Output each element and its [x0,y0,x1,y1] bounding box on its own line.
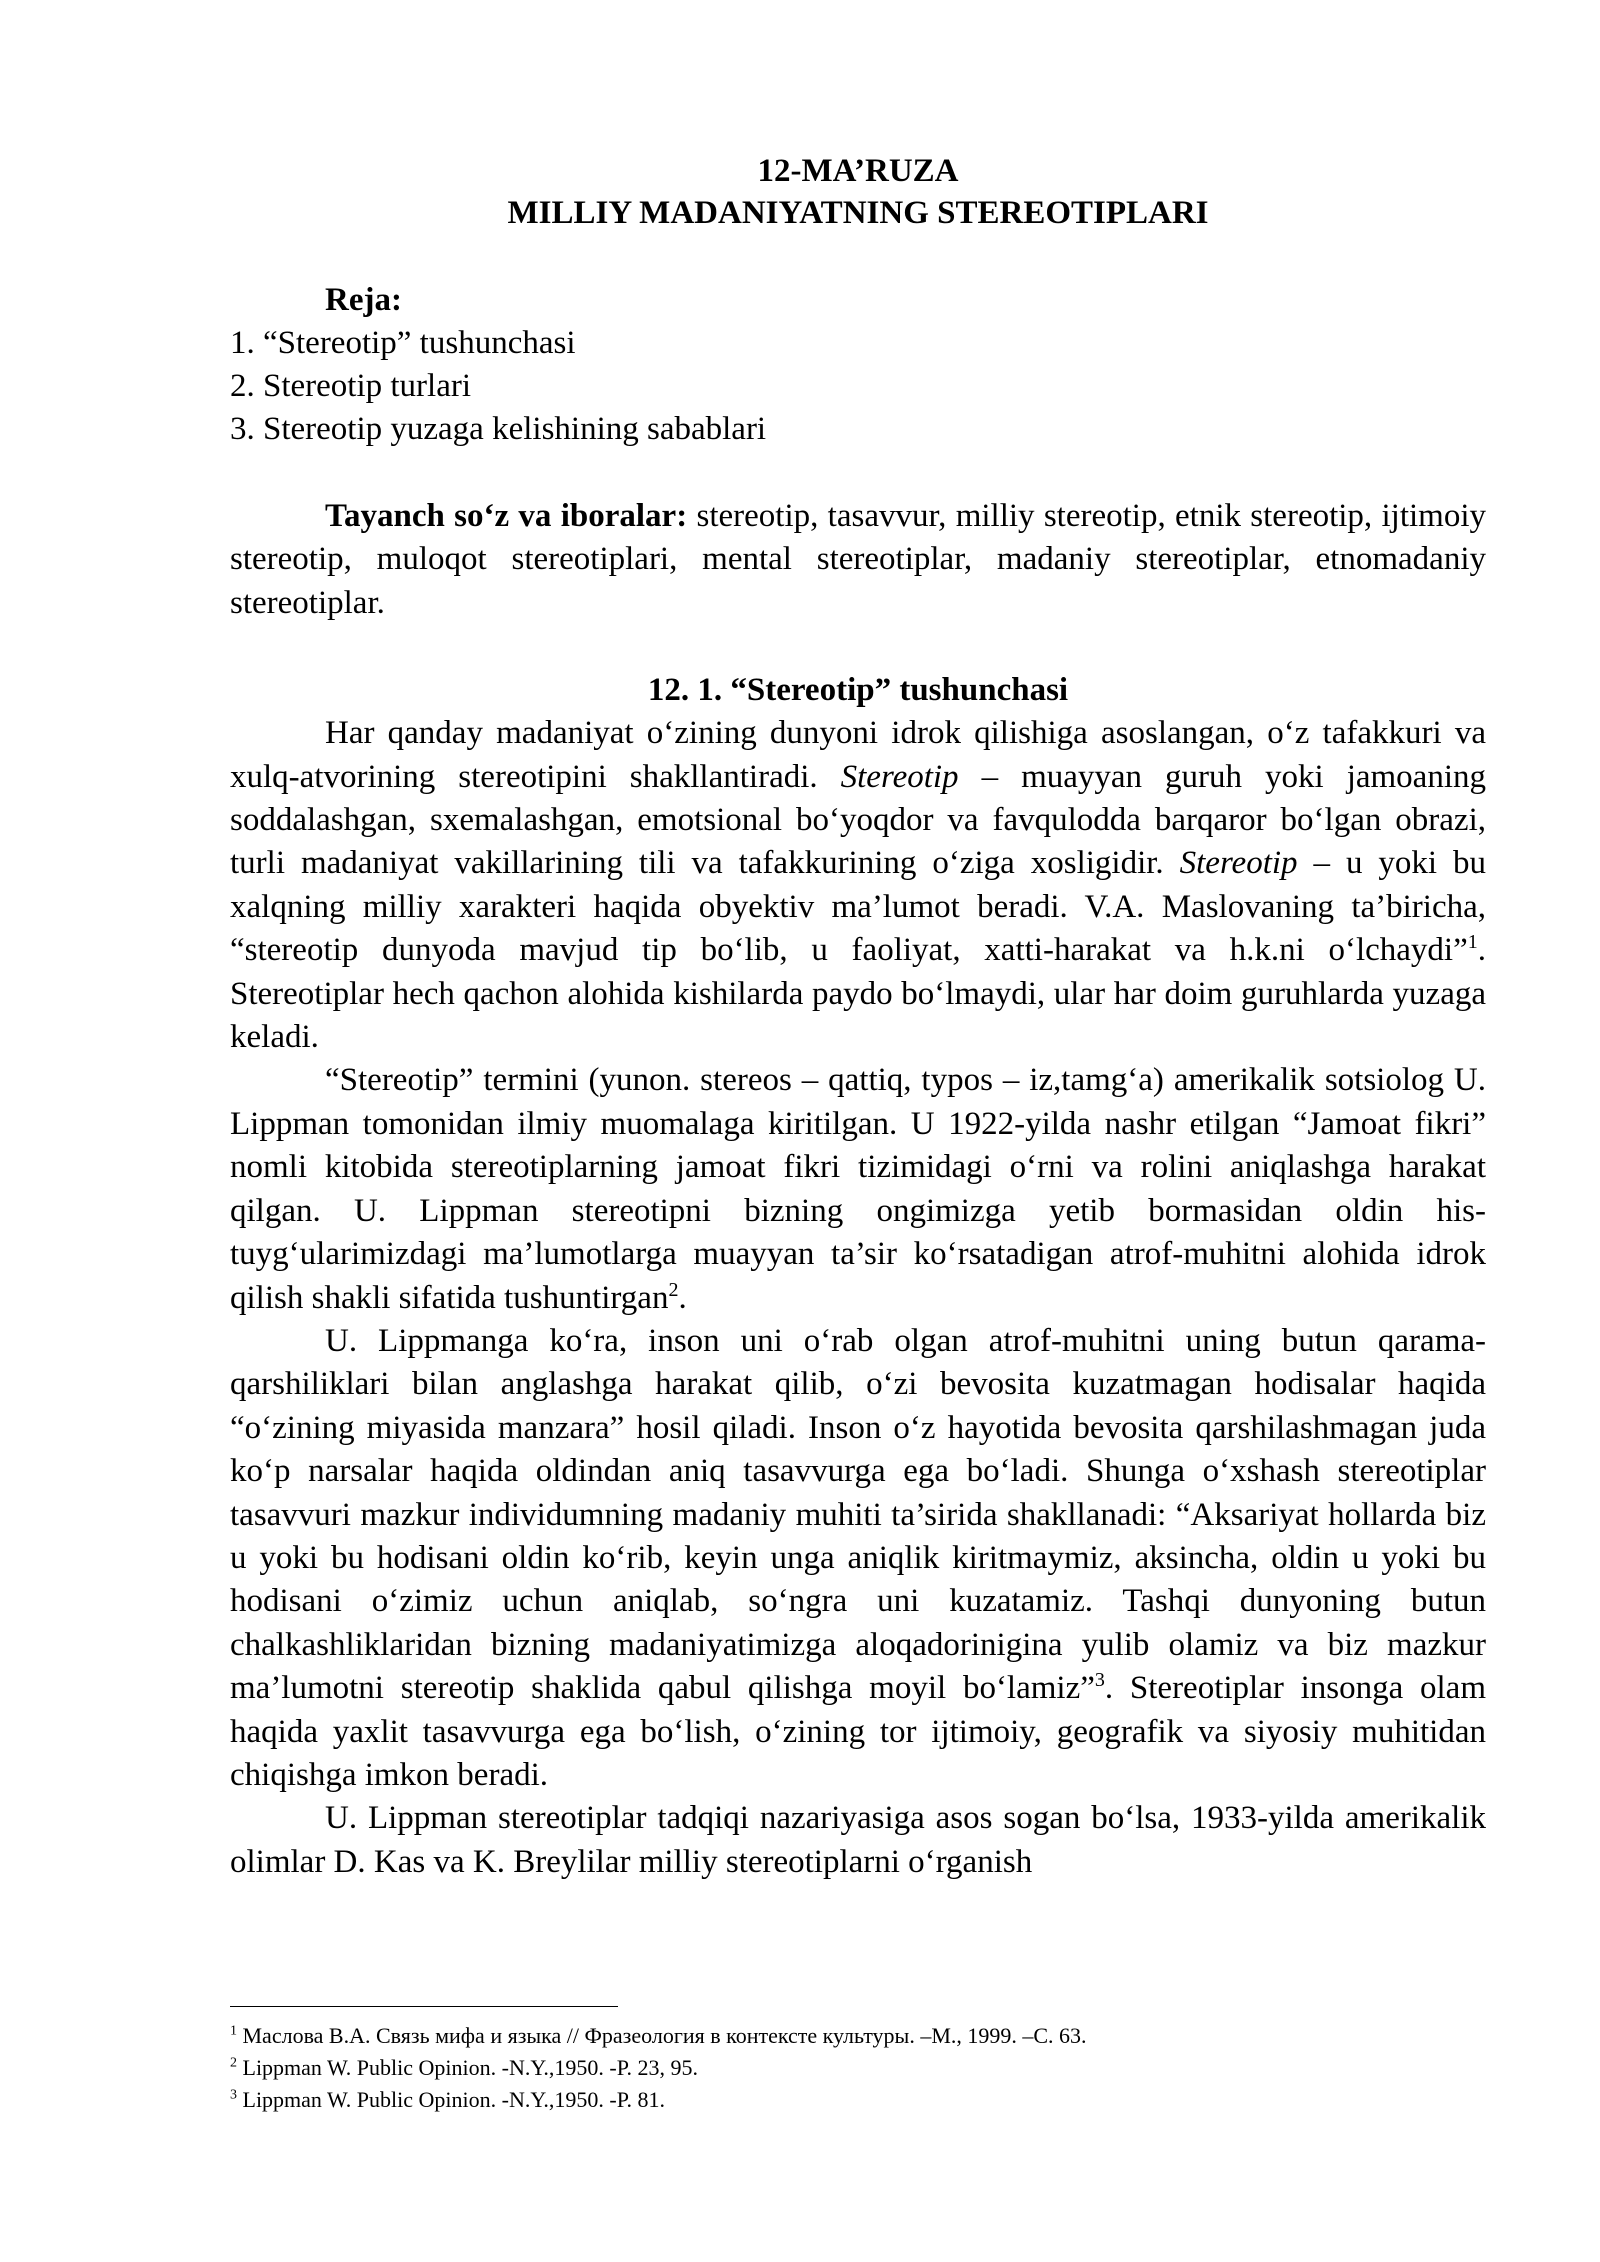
paragraph-3 [230,1320,1486,1797]
paragraph-4 [230,1797,1486,1884]
lecture-number: 12-MA’RUZA [757,153,959,189]
footnote-number: 1 [230,2023,237,2039]
text-run: “Stereotip” termini (yunon. stereos – qattiq, typos – iz,tamg‘a) amerikalik sotsiolog U. Lippman tomonidan ilmiy muomalaga kiritilgan. U 1922-yilda nashr etilgan “Jamoat fikri” nomli kitobida stereotiplarning jamoat fikri tizimidagi o‘rni va rolini aniqlashga harakat qilgan. U. Lippman stereotipni bizning ongimizga yetib bormasidan oldin his-tuyg‘ularimizdagi ma’lumotlarga muayyan ta’sir ko‘rsatadigan atrof-muhitni alohida idrok qilish shakli sifatida tushuntirgan [230,1062,1486,1316]
text-run: – muayyan guruh yoki jamoaning soddalashgan, sxemalashgan, emotsional bo‘yoqdor va favqulodda barqaror bo‘lgan obrazi, turli madaniyat vakillarining tili va tafakkurining o‘ziga xosligidir. [230,758,1486,882]
keywords-text: stereotip, tasavvur, milliy stereotip, etnik stereotip, ijtimoiy stereotip, muloqot stereotiplari, mental stereotiplar, madaniy stereotiplar, etnomadaniy stereotiplar. [230,498,1486,621]
footnotes [230,2020,1486,2116]
keywords-label: Tayanch so‘z va iboralar: [325,498,688,534]
plan-item: 1. “Stereotip” tushunchasi [230,325,576,361]
text-run: . Stereotiplar hech qachon alohida kishilarda paydo bo‘lmaydi, ular har doim guruhlarda yuzaga keladi. [230,932,1486,1056]
lecture-title: MILLIY MADANIYATNING STEREOTIPLARI [507,195,1209,231]
footnote-ref: 3 [1094,1669,1105,1692]
footnote-number: 2 [230,2055,237,2071]
footnote-ref: 2 [668,1278,679,1301]
footnote-text: Маслова В.А. Связь мифа и языка // Фразеология в контексте культуры. –М., 1999. –С. 63. [237,2023,1087,2048]
paragraph-2 [230,1059,1486,1319]
text-run: . [678,1279,687,1316]
footnote-2 [230,2052,1486,2084]
footnote-ref: 1 [1467,931,1478,954]
plan-item: 3. Stereotip yuzaga kelishining sabablari [230,411,767,447]
footnote-text: Lippman W. Public Opinion. -N.Y.,1950. -P. 23, 95. [237,2055,699,2080]
text-run: – u yoki bu xalqning milliy xarakteri haqida obyektiv ma’lumot beradi. V.A. Maslovaning ta’biricha, “stereotip dunyoda mavjud tip bo‘lib, u faoliyat, xatti-harakat va h.k.ni o‘lchaydi” [230,845,1486,969]
footnote-separator [230,2006,618,2007]
text-run: Har qanday madaniyat o‘zining dunyoni idrok qilishiga asoslangan, o‘z tafakkuri va xulq-atvorining stereotipini shakllantiradi. [230,715,1486,795]
italic-term: Stereotip [840,758,959,795]
footnote-1 [230,2020,1486,2052]
section-title: 12. 1. “Stereotip” tushunchasi [647,672,1069,709]
footnote-number: 3 [230,2087,237,2103]
plan-label: Reja: [325,282,402,318]
footnote-text: Lippman W. Public Opinion. -N.Y.,1950. -P. 81. [237,2087,666,2112]
plan-item: 2. Stereotip turlari [230,368,472,404]
keywords-paragraph [230,495,1486,625]
document-page [230,150,1486,1884]
italic-term: Stereotip [1179,845,1298,882]
paragraph-1 [230,712,1486,1059]
text-run: U. Lippman stereotiplar tadqiqi nazariyasiga asos sogan bo‘lsa, 1933-yilda amerikalik olimlar D. Kas va K. Breylilar milliy stereotiplarni o‘rganish [230,1800,1486,1880]
text-run: U. Lippmanga ko‘ra, inson uni o‘rab olgan atrof-muhitni uning butun qarama-qarshiliklari bilan anglashga harakat qilib, o‘zi bevosita kuzatmagan hodisalar haqida “o‘zining miyasida manzara” hosil qiladi. Inson o‘z hayotida bevosita qarshilashmagan juda ko‘p narsalar haqida oldindan aniq tasavvurga ega bo‘ladi. Shunga o‘xshash stereotiplar tasavvuri mazkur individumning madaniy muhiti ta’sirida shakllanadi: “Aksariyat hollarda biz u yoki bu hodisani oldin ko‘rib, keyin unga aniqlik kiritmaymiz, aksincha, oldin u yoki bu hodisani o‘zimiz uchun aniqlab, so‘ngra uni kuzatamiz. Tashqi dunyoning butun chalkashliklaridan bizning madaniyatimizga aloqadorinigina yulib olamiz va biz mazkur ma’lumotni stereotip shaklida qabul qilishga moyil bo‘lamiz” [230,1322,1486,1707]
text-run: . Stereotiplar insonga olam haqida yaxlit tasavvurga ega bo‘lish, o‘zining tor ijtimoiy, geografik va siyosiy muhitidan chiqishga imkon beradi. [230,1670,1486,1793]
footnote-3 [230,2084,1486,2116]
